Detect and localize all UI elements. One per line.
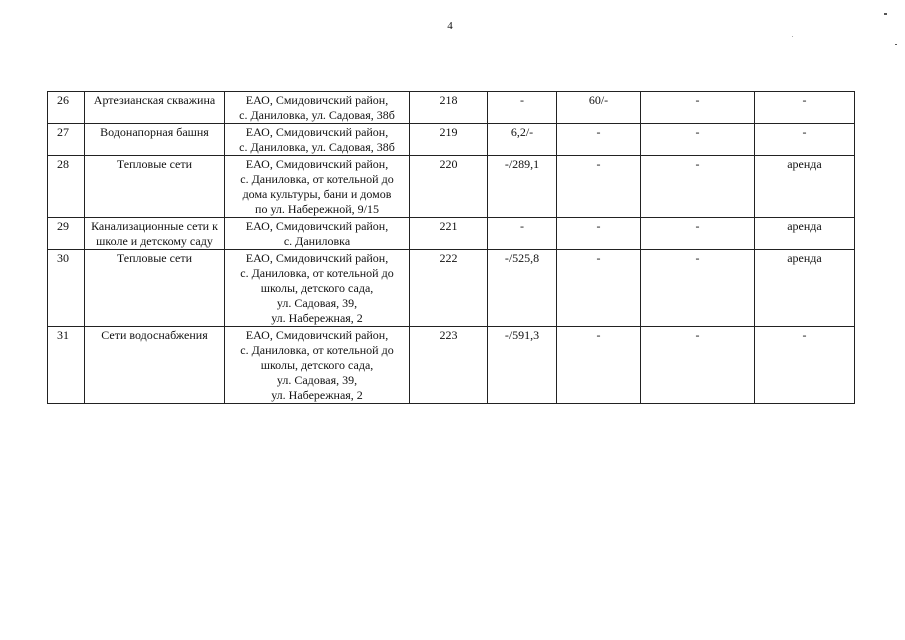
- table-cell: -: [557, 156, 641, 218]
- table-cell: -: [488, 92, 557, 124]
- table-cell: 6,2/-: [488, 124, 557, 156]
- table-cell: -: [557, 327, 641, 404]
- object-address: ЕАО, Смидовичский район, с. Даниловка, ул. Садовая, 38б: [225, 92, 410, 124]
- object-address: ЕАО, Смидовичский район, с. Даниловка, от котельной до школы, детского сада, ул. Садовая, 39, ул. Набережная, 2: [225, 250, 410, 327]
- property-registry-table: [47, 91, 855, 404]
- table-cell: -: [488, 218, 557, 250]
- table-row: [48, 92, 855, 124]
- scan-speck: [792, 36, 793, 37]
- object-name: Тепловые сети: [85, 250, 225, 327]
- table-cell: -/289,1: [488, 156, 557, 218]
- row-number: 29: [48, 218, 85, 250]
- object-name: Тепловые сети: [85, 156, 225, 218]
- table-cell: -: [557, 218, 641, 250]
- registry-number: 222: [410, 250, 488, 327]
- table-row: [48, 156, 855, 218]
- object-name: Артезианская скважина: [85, 92, 225, 124]
- table-cell: -: [641, 250, 755, 327]
- table-row: [48, 124, 855, 156]
- row-number: 31: [48, 327, 85, 404]
- registry-number: 223: [410, 327, 488, 404]
- table-cell: -: [557, 250, 641, 327]
- row-number: 28: [48, 156, 85, 218]
- scan-speck: [895, 44, 897, 45]
- registry-number: 220: [410, 156, 488, 218]
- row-number: 30: [48, 250, 85, 327]
- table-cell: аренда: [755, 156, 855, 218]
- table-cell: -/591,3: [488, 327, 557, 404]
- page-number: 4: [447, 20, 453, 32]
- registry-number: 221: [410, 218, 488, 250]
- table-row: [48, 327, 855, 404]
- table-cell: -: [641, 156, 755, 218]
- object-name: Сети водоснабжения: [85, 327, 225, 404]
- registry-number: 219: [410, 124, 488, 156]
- object-name: Канализационные сети к школе и детскому саду: [85, 218, 225, 250]
- table-cell: -: [557, 124, 641, 156]
- object-name: Водонапорная башня: [85, 124, 225, 156]
- object-address: ЕАО, Смидовичский район, с. Даниловка, от котельной до дома культуры, бани и домов по ул. Набережной, 9/15: [225, 156, 410, 218]
- table-cell: -: [755, 327, 855, 404]
- table-row: [48, 218, 855, 250]
- table-cell: аренда: [755, 250, 855, 327]
- table-cell: аренда: [755, 218, 855, 250]
- table-cell: -/525,8: [488, 250, 557, 327]
- row-number: 27: [48, 124, 85, 156]
- object-address: ЕАО, Смидовичский район, с. Даниловка: [225, 218, 410, 250]
- table-row: [48, 250, 855, 327]
- table-cell: -: [755, 124, 855, 156]
- scan-speck: [884, 13, 887, 15]
- table-cell: 60/-: [557, 92, 641, 124]
- row-number: 26: [48, 92, 85, 124]
- object-address: ЕАО, Смидовичский район, с. Даниловка, от котельной до школы, детского сада, ул. Садовая, 39, ул. Набережная, 2: [225, 327, 410, 404]
- table-cell: -: [641, 124, 755, 156]
- table-cell: -: [641, 327, 755, 404]
- table-cell: -: [641, 218, 755, 250]
- object-address: ЕАО, Смидовичский район, с. Даниловка, ул. Садовая, 38б: [225, 124, 410, 156]
- table-cell: -: [641, 92, 755, 124]
- registry-number: 218: [410, 92, 488, 124]
- table-cell: -: [755, 92, 855, 124]
